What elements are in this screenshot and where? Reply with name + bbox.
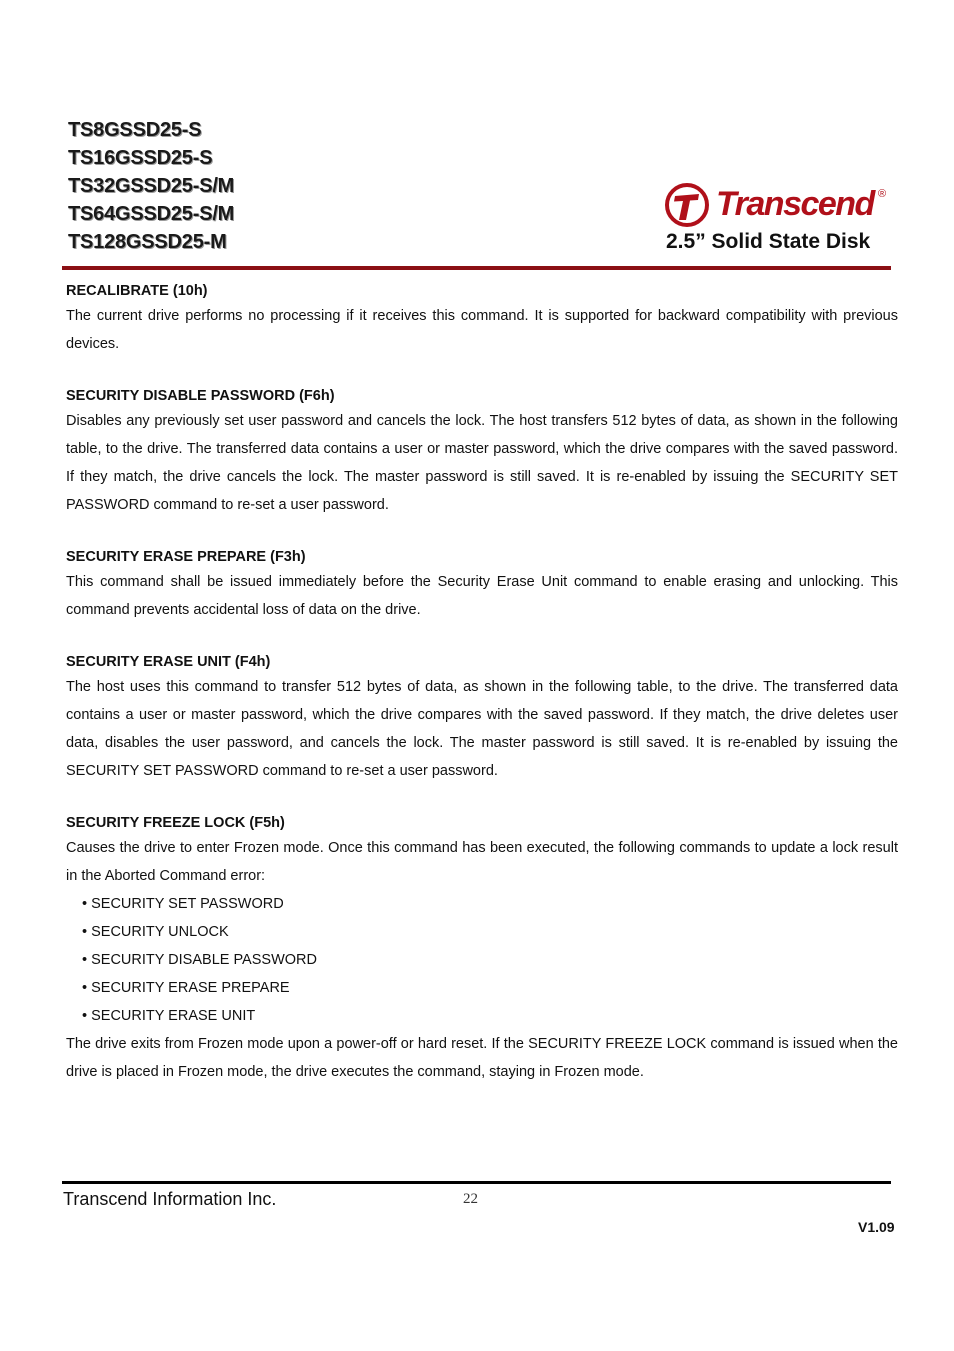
section-title: SECURITY DISABLE PASSWORD (F6h): [66, 388, 335, 404]
list-item: • SECURITY DISABLE PASSWORD: [82, 952, 317, 968]
section-title: SECURITY ERASE PREPARE (F3h): [66, 549, 306, 565]
section-text: The drive exits from Frozen mode upon a power-off or hard reset. If the SECURITY FREEZE LOCK command is issued when the drive is placed in Frozen mode, the drive executes the command, staying in Frozen mode.: [66, 1036, 898, 1080]
model-name: TS16GSSD25-S: [68, 147, 213, 169]
command-list: [66, 890, 898, 1030]
document-body: [66, 280, 898, 1086]
list-item: • SECURITY UNLOCK: [82, 924, 229, 940]
section-text: Disables any previously set user password and cancels the lock. The host transfers 512 bytes of data, as shown in the following table, to the drive. The transferred data contains a user or master password, which the drive compares with the saved password. If they match, the drive cancels the lock. The master password is still saved. It is re-enabled by issuing the SECURITY SET PASSWORD command to re-set a user password.: [66, 413, 898, 513]
model-name: TS32GSSD25-S/M: [68, 175, 235, 197]
section-title: SECURITY ERASE UNIT (F4h): [66, 654, 271, 670]
company-name: Transcend Information Inc.: [63, 1189, 277, 1209]
footer-divider: [62, 1181, 891, 1184]
section-title: RECALIBRATE (10h): [66, 283, 208, 299]
transcend-logo-icon: [664, 182, 710, 228]
section-text: The current drive performs no processing if it receives this command. It is supported for backward compatibility with previous devices.: [66, 308, 898, 352]
document-version: V1.09: [858, 1219, 895, 1235]
section-text: This command shall be issued immediately before the Security Erase Unit command to enable erasing and unlocking. This command prevents accidental loss of data on the drive.: [66, 574, 898, 618]
section-text: The host uses this command to transfer 512 bytes of data, as shown in the following table, to the drive. The transferred data contains a user or master password, which the drive compares with the saved password. If they match, the drive deletes user data, disables the user password, and cancels the lock. The master password is still saved. It is re-enabled by issuing the SECURITY SET PASSWORD command to re-set a user password.: [66, 679, 898, 779]
section-text: Causes the drive to enter Frozen mode. Once this command has been executed, the following commands to update a lock result in the Aborted Command error:: [66, 840, 898, 884]
list-item: • SECURITY ERASE PREPARE: [82, 980, 290, 996]
model-list: [68, 116, 234, 256]
model-name: TS8GSSD25-S: [68, 119, 202, 141]
list-item: • SECURITY SET PASSWORD: [82, 896, 284, 912]
model-name: TS64GSSD25-S/M: [68, 203, 235, 225]
registered-mark: ®: [878, 188, 887, 200]
model-name: TS128GSSD25-M: [68, 231, 227, 253]
section-title: SECURITY FREEZE LOCK (F5h): [66, 815, 285, 831]
brand-wordmark: Transcend: [716, 185, 874, 223]
page-number: 22: [463, 1191, 478, 1207]
list-item: • SECURITY ERASE UNIT: [82, 1008, 256, 1024]
document-subtitle: 2.5” Solid State Disk: [666, 230, 871, 253]
header-divider: [62, 266, 891, 270]
transcend-logo: [664, 182, 894, 228]
